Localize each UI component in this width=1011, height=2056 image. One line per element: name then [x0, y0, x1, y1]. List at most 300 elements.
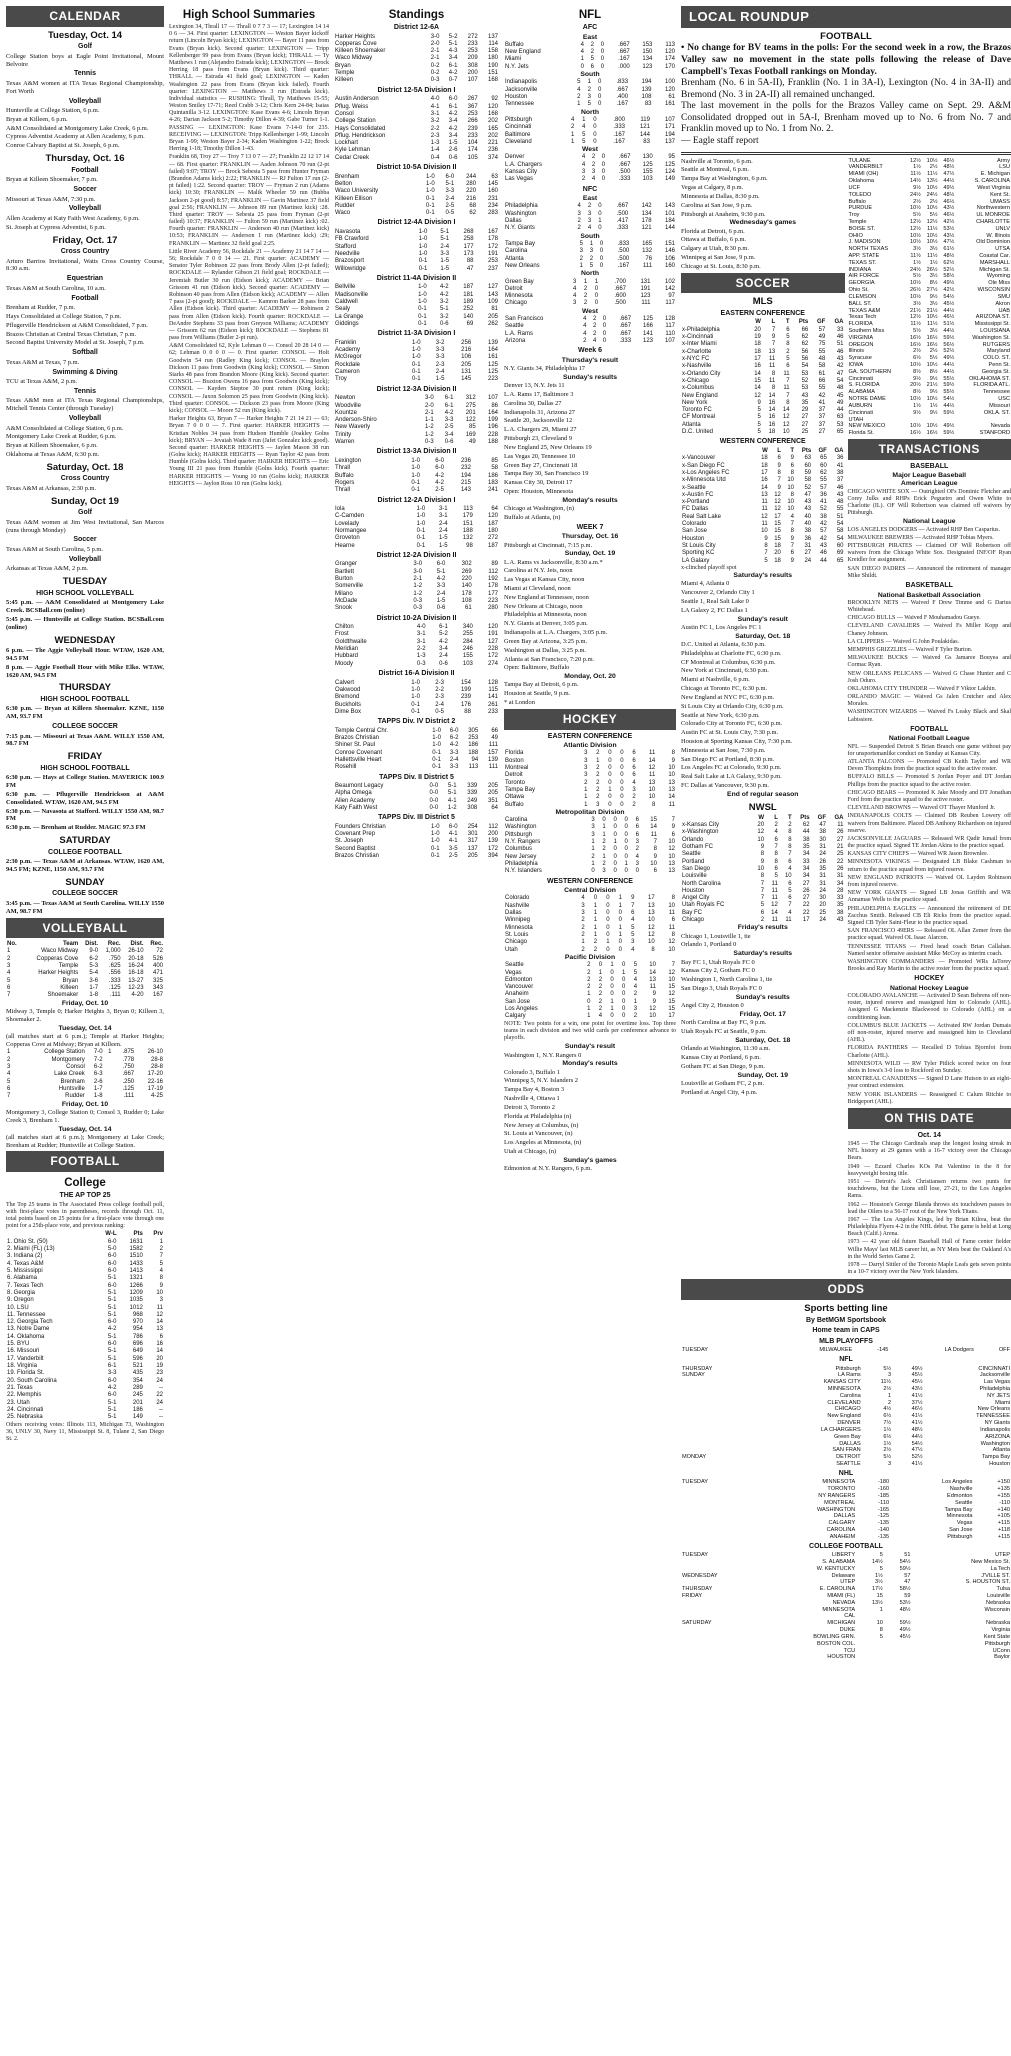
table-cell: 55: [818, 348, 826, 355]
table-cell: 4-20: [131, 992, 144, 999]
table-cell: 30: [819, 836, 826, 843]
odds-cell: +155: [997, 1492, 1010, 1499]
table-cell: 6. Alabama: [7, 1275, 38, 1282]
table-cell: 0: [597, 86, 602, 93]
table-cell: Austin Anderson: [335, 96, 379, 103]
table-cell: 113: [463, 506, 473, 513]
result-item: San Diego FC at Portland, 8:30 p.m.: [681, 755, 775, 763]
table-cell: 167: [152, 992, 163, 999]
table-cell: FC Dallas: [682, 506, 709, 513]
odds-table: [681, 1366, 1011, 1468]
table-cell: 0: [608, 772, 612, 779]
table-cell: 1: [624, 860, 628, 867]
table-cell: 15: [774, 521, 781, 528]
result-item: Philadelphia at Minnesota, noon: [504, 611, 587, 619]
table-cell: 2: [581, 176, 586, 183]
table-cell: 167: [487, 229, 498, 236]
table-cell: 8½: [913, 389, 921, 396]
table-cell: Georgia St.: [981, 368, 1010, 375]
result-item: New England at NYC FC, 6:30 p.m.: [681, 693, 775, 701]
table-cell: 6: [632, 757, 636, 764]
transactions-sport: HOCKEY: [914, 975, 945, 983]
table-cell: 7: [774, 843, 778, 850]
table-row: [6, 1378, 164, 1385]
table-cell: 6: [671, 831, 675, 838]
table-cell: 6: [790, 462, 795, 469]
table-cell: Alpha Omega: [335, 790, 372, 797]
odds-cell: -160: [877, 1486, 890, 1493]
table-cell: 253: [468, 734, 479, 741]
table-cell: 1-5: [438, 535, 448, 542]
table-cell: 158: [487, 48, 498, 55]
broadcast-item: 5:45 p.m. — Huntsville at College Station. BCSBall.com (online): [6, 615, 164, 631]
table-cell: 13: [768, 348, 776, 355]
table-cell: 34: [802, 873, 810, 880]
table-cell: 1-0: [416, 513, 426, 520]
table-cell: Toronto FC: [682, 407, 712, 414]
table-cell: 5: [774, 873, 778, 880]
table-cell: Navasota: [335, 229, 361, 236]
table-row: [681, 400, 845, 407]
table-cell: 246: [462, 646, 473, 653]
table-cell: 43: [836, 491, 844, 498]
table-cell: 4: [581, 895, 585, 902]
table-cell: Groveton: [335, 535, 360, 542]
table-cell: 1: [584, 794, 588, 801]
transactions-subleague: American League: [900, 480, 958, 488]
table-cell: 16: [156, 1341, 163, 1348]
table-cell: .111: [123, 1093, 135, 1100]
table-cell: 1-0: [416, 520, 426, 527]
table-row: [504, 1013, 676, 1020]
table-cell: 0: [624, 839, 628, 846]
table-row: [681, 917, 845, 924]
table-cell: 343: [152, 985, 163, 992]
table-cell: 12: [757, 829, 765, 836]
odds-cell: San Jose: [949, 1526, 973, 1533]
result-item: Green Bay 27, Cincinnati 18: [504, 461, 578, 469]
table-cell: --: [159, 1414, 163, 1421]
table-cell: 236: [487, 147, 498, 154]
table-row: [334, 354, 499, 361]
table-cell: Bay FC: [682, 909, 703, 916]
table-cell: 10: [782, 429, 790, 436]
odds-cell: HOUSTON: [827, 1654, 856, 1661]
table-cell: 2: [584, 779, 588, 786]
table-cell: Temple: [58, 963, 79, 970]
table-row: [334, 838, 499, 845]
table-cell: 106: [664, 255, 675, 262]
table-cell: 10½: [926, 423, 938, 430]
table-cell: 4: [591, 176, 596, 183]
table-cell: 284: [462, 638, 473, 645]
table-row: [334, 687, 499, 694]
table-cell: 168: [487, 110, 498, 117]
table-cell: 0: [613, 853, 617, 860]
district-table: [334, 824, 499, 861]
table-cell: 21: [836, 843, 844, 850]
table-cell: 0: [613, 824, 617, 831]
table-cell: 2: [592, 330, 597, 337]
table-cell: 12: [648, 764, 656, 771]
table-cell: 9: [771, 334, 776, 341]
table-row: [504, 241, 676, 248]
table-cell: 1012: [129, 1304, 143, 1311]
table-cell: 31: [836, 873, 844, 880]
table-row: [681, 888, 845, 895]
table-cell: 2-3: [435, 694, 444, 701]
table-cell: MIAMI (OH): [848, 171, 879, 178]
odds-cell: 53½: [899, 1599, 911, 1606]
table-cell: 114: [488, 40, 498, 47]
calendar-section-title: Swimming & Diving: [52, 368, 118, 376]
table-cell: 8: [788, 829, 792, 836]
table-cell: 3-0: [430, 33, 440, 40]
table-cell: 0: [618, 917, 623, 924]
table-cell: 11: [771, 887, 778, 894]
table-cell: 26-10: [128, 948, 144, 955]
table-cell: 5-1: [439, 306, 449, 313]
odds-cell: 3: [887, 1460, 892, 1467]
table-cell: .000: [618, 63, 630, 70]
table-row: [504, 765, 676, 772]
table-cell: .667: [619, 330, 632, 337]
odds-cell: 41½: [911, 1460, 923, 1467]
table-cell: 11: [771, 917, 778, 924]
table-row: [334, 63, 499, 70]
division-title: West: [581, 146, 599, 154]
transaction-item: FLORIDA PANTHERS — Recalled D Tobias Bjornfot from Charlotte (AHL).: [847, 1045, 1011, 1059]
transactions-sport: BASEBALL: [910, 462, 949, 470]
table-cell: Kountze: [335, 409, 358, 416]
table-cell: 24½: [910, 266, 921, 273]
table-row: [504, 256, 676, 263]
table-cell: 6-0: [107, 1238, 117, 1245]
table-header: T: [785, 319, 790, 326]
table-cell: 3½: [929, 273, 938, 280]
odds-cell: TUESDAY: [682, 1347, 709, 1354]
table-cell: 6: [632, 764, 636, 771]
table-header: GF: [816, 319, 826, 326]
table-cell: .667: [616, 203, 629, 210]
table-cell: APP. STATE: [848, 253, 880, 260]
table-row: [6, 1334, 164, 1341]
table-cell: Rockdale: [335, 361, 361, 368]
table-cell: 150: [642, 49, 653, 56]
table-cell: 0: [600, 49, 605, 56]
odds-cell: 49½: [899, 1627, 911, 1634]
table-cell: .333: [616, 225, 629, 232]
table-cell: 188: [462, 527, 473, 534]
table-cell: 17: [761, 469, 768, 476]
table-cell: 2: [633, 991, 638, 998]
table-cell: Killeen Ellison: [335, 195, 373, 202]
table-cell: 192: [487, 576, 498, 583]
table-cell: 58½: [943, 273, 955, 280]
table-cell: Colorado: [682, 521, 707, 528]
odds-row: [681, 1427, 1011, 1434]
table-row: [334, 576, 499, 583]
table-row: [334, 203, 499, 210]
result-item: Las Vegas 20, Tennessee 10: [504, 452, 576, 460]
table-header: W: [758, 814, 765, 821]
table-cell: 27: [801, 414, 809, 421]
table-cell: 205: [487, 783, 498, 790]
table-cell: 0: [622, 1013, 626, 1020]
table-cell: 3: [591, 824, 595, 831]
results-date: Saturday, Oct. 18: [735, 1036, 791, 1044]
table-cell: 178: [487, 583, 498, 590]
table-cell: Syracuse: [848, 355, 872, 362]
table-cell: 111: [488, 764, 498, 771]
table-cell: 13: [649, 976, 656, 983]
table-row: [6, 1268, 164, 1275]
table-cell: .833: [616, 79, 629, 86]
table-row: [504, 286, 676, 293]
calendar-item: Huntsville at College Station, 6 p.m.: [6, 107, 100, 115]
odds-cell: Vegas: [956, 1520, 973, 1527]
table-cell: 49½: [943, 423, 955, 430]
table-cell: 6-0: [449, 727, 459, 734]
table-cell: 233: [487, 708, 498, 715]
table-cell: 4-3: [448, 48, 458, 55]
table-cell: 7-2: [93, 1056, 103, 1063]
odds-cell: NY JETS: [987, 1392, 1010, 1399]
table-row: [6, 1385, 164, 1392]
table-cell: Pittsburgh: [505, 116, 533, 123]
result-item: Austin FC at St. Louis City, 7:30 p.m.: [681, 729, 779, 737]
calendar-section-title: Cross Country: [60, 248, 110, 256]
table-cell: 8½: [929, 368, 938, 375]
table-cell: 173: [463, 250, 474, 257]
table-cell: Beaumont Legacy: [335, 783, 384, 790]
table-cell: 117: [665, 323, 675, 330]
table-row: [6, 970, 164, 977]
broadcast-day: SUNDAY: [65, 876, 105, 888]
table-cell: 2-1: [430, 55, 440, 62]
table-cell: 4: [631, 917, 635, 924]
table-header-row: [6, 941, 164, 948]
odds-cell: 41½: [911, 1420, 923, 1427]
table-cell: Minnesota: [505, 924, 533, 931]
broadcast-day: FRIDAY: [67, 751, 103, 763]
odds-cell: New England: [827, 1413, 861, 1420]
table-cell: 16: [761, 477, 768, 484]
table-cell: 2: [577, 225, 581, 232]
odds-cell: 2: [887, 1399, 892, 1406]
odds-cell: 5: [879, 1552, 883, 1559]
table-cell: 154: [460, 679, 471, 686]
table-cell: New York: [682, 399, 708, 406]
table-cell: 191: [640, 285, 651, 292]
table-cell: 0: [602, 323, 607, 330]
table-cell: 121: [639, 124, 650, 131]
table-cell: 89: [491, 561, 498, 568]
table-cell: 325: [152, 977, 163, 984]
table-cell: 75: [818, 341, 826, 348]
nwsl-results: [681, 924, 845, 1096]
table-cell: Chicago: [505, 300, 528, 307]
table-row: [334, 790, 499, 797]
table-cell: 47: [836, 370, 844, 377]
table-cell: 26½: [926, 266, 938, 273]
table-cell: 0: [608, 764, 612, 771]
table-row: [6, 1064, 164, 1071]
table-cell: 0: [594, 285, 599, 292]
table-cell: 274: [487, 660, 498, 667]
table-cell: 1: [591, 846, 595, 853]
result-item: Los Angeles FC at Colorado, 9:30 p.m.: [681, 764, 782, 772]
table-cell: 107: [487, 395, 498, 402]
result-item: Seattle 1, Real Salt Lake 0: [681, 598, 749, 606]
table-row: [504, 1006, 676, 1013]
table-cell: .167: [613, 131, 626, 138]
table-cell: Houston: [682, 887, 705, 894]
odds-cell: 7½: [883, 1420, 892, 1427]
table-cell: Carolina: [505, 817, 528, 824]
table-cell: 7: [788, 851, 792, 858]
table-cell: 2½: [929, 348, 938, 355]
table-cell: 8: [653, 846, 657, 853]
results-date: Thursday's result: [561, 356, 619, 364]
table-cell: Michigan St.: [979, 266, 1010, 273]
table-cell: 4: [788, 909, 792, 916]
table-cell: 2: [581, 917, 585, 924]
table-cell: OKLA. ST.: [983, 409, 1010, 416]
table-cell: 38: [820, 513, 827, 520]
table-cell: 12: [668, 991, 675, 998]
division-table: [504, 279, 676, 308]
table-cell: 16: [754, 363, 761, 370]
table-cell: 2½: [929, 164, 938, 171]
table-cell: 6-0: [107, 1392, 117, 1399]
table-cell: 18: [761, 455, 768, 462]
schedule-date: Friday, Oct. 10: [61, 999, 109, 1007]
table-cell: Columbus: [505, 846, 533, 853]
table-cell: 4: [631, 946, 635, 953]
table-cell: 6: [632, 750, 636, 757]
odds-cell: 54½: [911, 1440, 923, 1447]
table-cell: 2-3: [430, 132, 440, 139]
table-cell: 0: [624, 817, 628, 824]
table-cell: 10½: [926, 362, 938, 369]
table-cell: 43½: [943, 205, 955, 212]
district-table: [334, 229, 499, 273]
table-cell: 3: [591, 817, 595, 824]
odds-cell: Pittsburgh: [984, 1640, 1010, 1647]
table-cell: 8: [790, 469, 795, 476]
table-cell: 132: [462, 535, 473, 542]
odds-cell: DUKE: [839, 1627, 856, 1634]
table-cell: 1-0: [418, 236, 428, 243]
table-cell: 3-0: [425, 395, 434, 402]
table-cell: 2: [587, 984, 591, 991]
transaction-item: MONTREAL CANADIENS — Signed D Lane Hutson to an eight-year contract extension.: [847, 1076, 1011, 1090]
district-table: [334, 395, 499, 446]
table-cell: 3-2: [439, 313, 449, 320]
table-cell: 121: [641, 225, 652, 232]
transaction-item: ORLANDO MAGIC — Waived Gs Jalen Crutcher and Alex Morales.: [847, 694, 1011, 708]
table-cell: Los Angeles: [505, 1006, 538, 1013]
table-cell: 2: [633, 1013, 638, 1020]
table-cell: 0: [610, 969, 614, 976]
table-cell: 3: [587, 210, 592, 217]
table-cell: Burton: [335, 576, 353, 583]
table-cell: 46½: [943, 314, 955, 321]
table-cell: .875: [122, 1049, 135, 1056]
table-cell: 10: [757, 836, 765, 843]
table-cell: 6-0: [107, 1282, 117, 1289]
table-cell: 61: [464, 605, 472, 612]
table-cell: 43: [820, 543, 827, 549]
transactions-league: National Hockey League: [889, 984, 969, 992]
table-row: [334, 284, 499, 291]
table-cell: 49½: [943, 355, 955, 362]
table-cell: 9-0: [89, 948, 99, 955]
table-cell: 2: [598, 976, 603, 983]
table-cell: 2: [602, 860, 606, 867]
table-cell: 12-23: [128, 985, 144, 992]
table-cell: 0: [602, 338, 607, 345]
table-row: [334, 583, 499, 590]
results-date: Sunday's results: [562, 373, 618, 381]
table-cell: 5: [633, 969, 638, 976]
table-cell: 1-0: [418, 299, 427, 306]
table-cell: 5-1: [107, 1297, 117, 1304]
odds-cell: [681, 1559, 762, 1566]
table-cell: 52: [804, 484, 812, 491]
table-cell: 4: [580, 41, 584, 48]
table-row: [504, 984, 676, 991]
result-item: New Jersey at Columbus, (n): [504, 1121, 579, 1129]
table-cell: 2-6: [448, 147, 458, 154]
calendar-item: Arturo Barrios Invitational, Watts Cross Country Course, 8:30 a.m.: [6, 257, 164, 273]
table-cell: 237: [487, 265, 498, 272]
odds-cell: TORONTO: [827, 1486, 856, 1493]
table-cell: 6: [653, 868, 657, 875]
calendar-item: Texas A&M women at ITA Texas Regional Championship, Fort Worth: [6, 79, 164, 95]
table-cell: 3-0: [413, 561, 423, 568]
table-cell: 3½: [913, 246, 921, 253]
table-cell: 9: [760, 858, 765, 865]
table-cell: 0: [606, 910, 610, 917]
table-cell: Bryan: [335, 62, 351, 69]
table-row: [848, 219, 1011, 226]
odds-row: [681, 1379, 1011, 1386]
table-cell: .500: [616, 210, 629, 217]
table-cell: 0-1: [426, 210, 435, 217]
table-cell: 8. Georgia: [7, 1289, 36, 1296]
table-cell: 4-2: [436, 576, 446, 583]
table-cell: 58: [804, 477, 812, 484]
calendar-section-title: Soccer: [73, 186, 97, 194]
table-cell: 62: [469, 210, 477, 217]
table-cell: 76: [645, 255, 653, 262]
table-cell: 201: [465, 409, 476, 416]
district-title: District 10-5A Division II: [376, 164, 457, 172]
table-cell: 4: [7, 1071, 11, 1078]
table-cell: 2: [583, 300, 588, 307]
table-cell: 6: [774, 865, 778, 872]
table-cell: 1. Ohio St. (50): [7, 1238, 48, 1245]
broadcast-item: 2:30 p.m. — Texas A&M at Arkansas. WTAW, 1620 AM, 94.5 FM; KZNE, 1150 AM, 93.7 FM: [6, 858, 164, 873]
table-row: [504, 977, 676, 984]
hockey-results: [504, 1043, 676, 1173]
table-cell: 13: [668, 868, 675, 875]
odds-cell: 5½: [883, 1365, 892, 1372]
table-cell: 9½: [929, 409, 938, 416]
table-cell: 11: [783, 370, 790, 377]
